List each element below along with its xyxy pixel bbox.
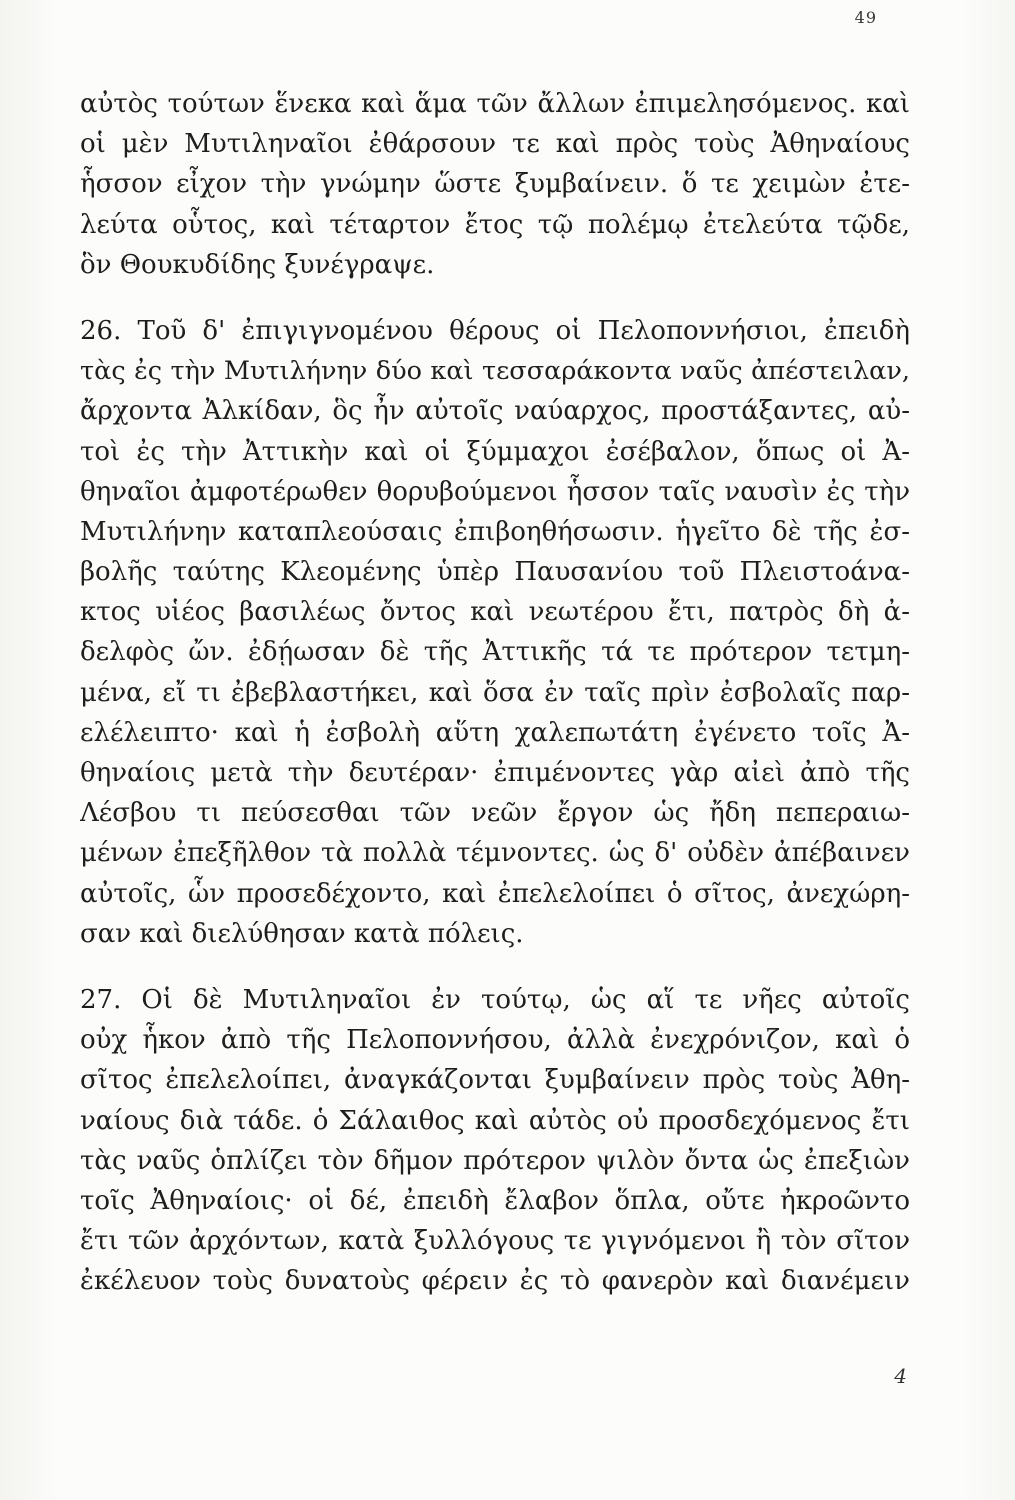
text-line: οἱ μὲν Μυτιληναῖοι ἐθάρσουν τε καὶ πρὸς τοὺς Ἀθηναίους	[80, 129, 910, 160]
text-line: τοὶ ἐς τὴν Ἀττικὴν καὶ οἱ ξύμμαχοι ἐσέβαλον, ὅπως οἱ Ἀ-	[80, 436, 910, 467]
text-line: δελφὸς ὤν. ἐδῄωσαν δὲ τῆς Ἀττικῆς τά τε πρότερον τετμη-	[80, 637, 910, 668]
page-number: 49	[854, 8, 877, 27]
text-line: τοῖς Ἀθηναίοις· οἱ δέ, ἐπειδὴ ἔλαβον ὅπλα, οὔτε ἠκροῶντο	[80, 1185, 910, 1216]
text-line: σαν καὶ διελύθησαν κατὰ πόλεις.	[80, 918, 524, 949]
text-line: Λέσβου τι πεύσεσθαι τῶν νεῶν ἔργον ὡς ἤδη πεπεραιω-	[80, 798, 910, 829]
paragraph-gap	[80, 954, 910, 980]
text-line: θηναῖοι ἀμφοτέρωθεν θορυβούμενοι ἧσσον ταῖς ναυσὶν ἐς τὴν	[80, 476, 910, 507]
text-line: 26. Τοῦ δ' ἐπιγιγνομένου θέρους οἱ Πελοποννήσιοι, ἐπειδὴ	[80, 315, 910, 346]
text-line: μένα, εἴ τι ἐβεβλαστήκει, καὶ ὅσα ἐν ταῖς πρὶν ἐσβολαῖς παρ-	[80, 677, 910, 708]
text-line: τὰς ναῦς ὁπλίζει τὸν δῆμον πρότερον ψιλὸν ὄντα ὡς ἐπεξιὼν	[80, 1145, 910, 1176]
text-block	[80, 84, 910, 1301]
signature-mark: 4	[894, 1364, 907, 1388]
text-line: αὐτὸς τούτων ἕνεκα καὶ ἅμα τῶν ἄλλων ἐπιμελησόμενος. καὶ	[80, 89, 910, 119]
text-line: ὃν Θουκυδίδης ξυνέγραψε.	[80, 249, 435, 280]
text-line: σῖτος ἐπελελοίπει, ἀναγκάζονται ξυμβαίνειν πρὸς τοὺς Ἀθη-	[80, 1065, 910, 1096]
text-line: μένων ἐπεξῆλθον τὰ πολλὰ τέμνοντες. ὡς δ' οὐδὲν ἀπέβαινεν	[80, 838, 910, 869]
text-line: ελέλειπτο· καὶ ἡ ἐσβολὴ αὕτη χαλεπωτάτη ἐγένετο τοῖς Ἀ-	[80, 717, 910, 748]
paragraph-26	[80, 311, 910, 954]
text-line: αὐτοῖς, ὧν προσεδέχοντο, καὶ ἐπελελοίπει ὁ σῖτος, ἀνεχώρη-	[80, 878, 910, 909]
paragraph-27	[80, 980, 910, 1302]
paragraph-1	[80, 84, 910, 285]
text-line: οὐχ ἧκον ἀπὸ τῆς Πελοποννήσου, ἀλλὰ ἐνεχρόνιζον, καὶ ὁ	[80, 1025, 910, 1056]
text-line: κτος υἱέος βασιλέως ὄντος καὶ νεωτέρου ἔτι, πατρὸς δὴ ἀ-	[80, 597, 910, 628]
paragraph-gap	[80, 285, 910, 311]
text-line: Μυτιλήνην καταπλεούσαις ἐπιβοηθήσωσιν. ἡγεῖτο δὲ τῆς ἐσ-	[80, 516, 910, 547]
text-line: ἐκέλευον τοὺς δυνατοὺς φέρειν ἐς τὸ φανερὸν καὶ διανέμειν	[80, 1266, 910, 1297]
text-line: βολῆς ταύτης Κλεομένης ὑπὲρ Παυσανίου τοῦ Πλειστοάνα-	[80, 557, 910, 588]
text-line: ἄρχοντα Ἀλκίδαν, ὃς ἦν αὐτοῖς ναύαρχος, προστάξαντες, αὐ-	[80, 396, 910, 427]
text-line: τὰς ἐς τὴν Μυτιλήνην δύο καὶ τεσσαράκοντα ναῦς ἀπέστειλαν,	[80, 356, 910, 387]
text-line: ἔτι τῶν ἀρχόντων, κατὰ ξυλλόγους τε γιγνόμενοι ἢ τὸν σῖτον	[80, 1226, 910, 1257]
text-line: ναίους διὰ τάδε. ὁ Σάλαιθος καὶ αὐτὸς οὐ προσδεχόμενος ἔτι	[80, 1105, 910, 1136]
text-line: ἧσσον εἶχον τὴν γνώμην ὥστε ξυμβαίνειν. ὅ τε χειμὼν ἐτε-	[80, 169, 910, 200]
text-line: λεύτα οὗτος, καὶ τέταρτον ἔτος τῷ πολέμῳ ἐτελεύτα τῷδε,	[80, 209, 910, 240]
text-line: 27. Οἱ δὲ Μυτιληναῖοι ἐν τούτῳ, ὡς αἵ τε νῆες αὐτοῖς	[80, 984, 910, 1015]
text-line: θηναίοις μετὰ τὴν δευτέραν· ἐπιμένοντες γὰρ αἰεὶ ἀπὸ τῆς	[80, 758, 910, 788]
